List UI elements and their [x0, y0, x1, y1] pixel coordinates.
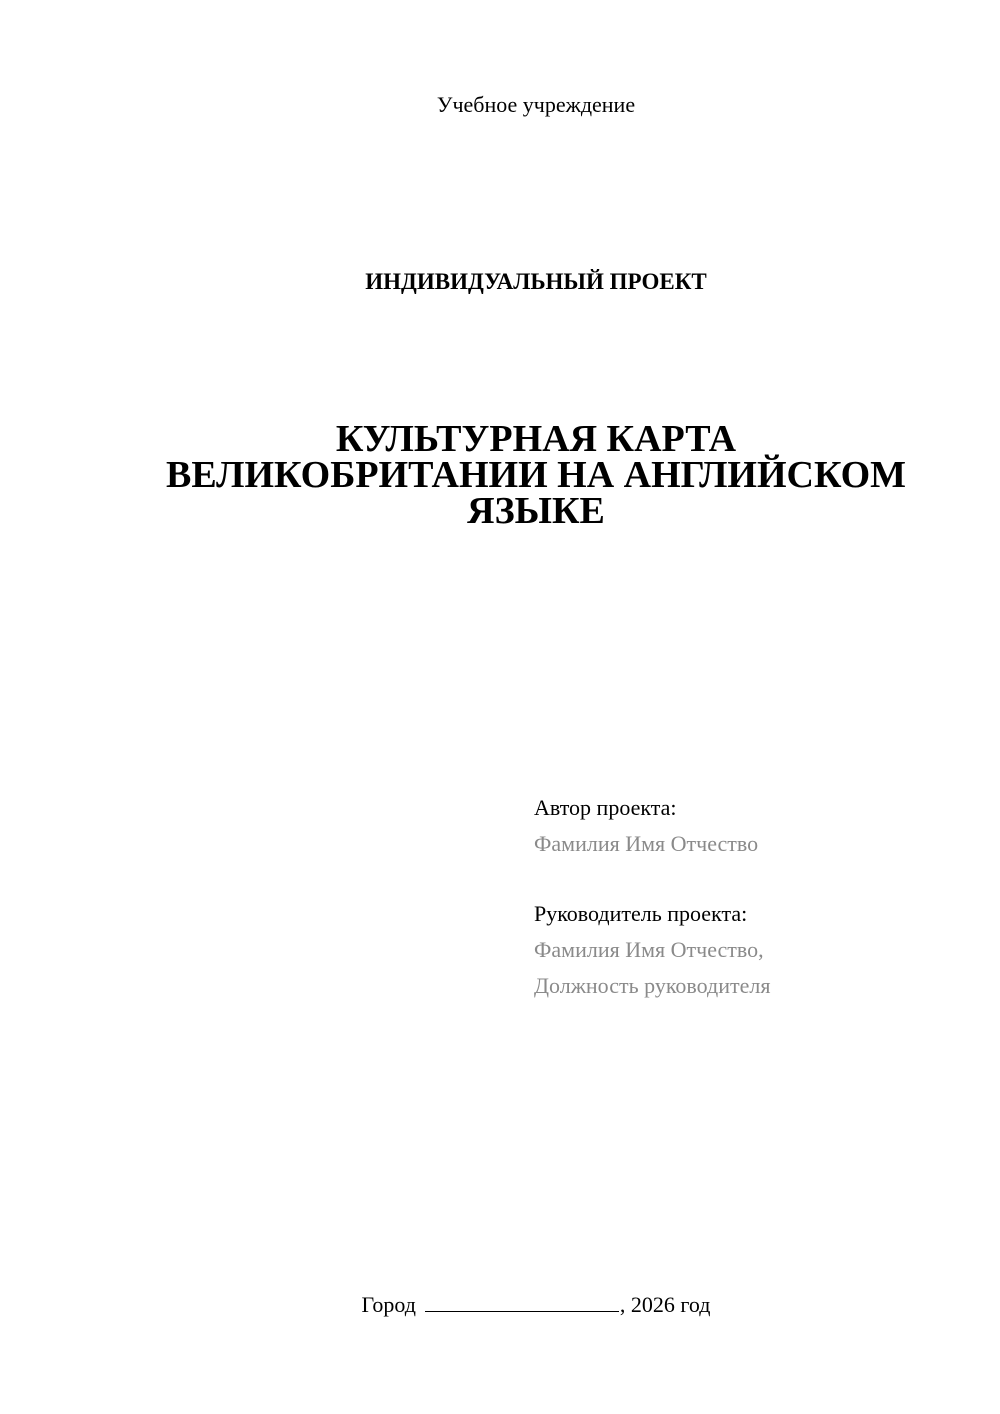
supervisor-position-placeholder: Должность руководителя — [534, 973, 771, 998]
project-type-heading: ИНДИВИДУАЛЬНЫЙ ПРОЕКТ — [365, 269, 707, 294]
year-text: , 2026 год — [619, 1292, 711, 1317]
supervisor-label: Руководитель проекта: — [534, 901, 748, 926]
institution-name: Учебное учреждение — [436, 92, 636, 117]
supervisor-name-placeholder: Фамилия Имя Отчество, — [534, 937, 764, 962]
info-spacer — [534, 862, 974, 896]
project-info-block — [534, 790, 974, 1004]
city-year-line — [0, 1291, 1000, 1318]
project-title-line: ЯЗЫКЕ — [467, 490, 605, 532]
author-name-placeholder: Фамилия Имя Отчество — [534, 831, 759, 856]
author-label: Автор проекта: — [534, 795, 677, 820]
project-title-line: КУЛЬТУРНАЯ КАРТА — [335, 418, 737, 460]
project-title — [120, 418, 952, 532]
project-title-line: ВЕЛИКОБРИТАНИИ НА АНГЛИЙСКОМ — [165, 454, 907, 496]
city-label: Город — [361, 1292, 416, 1317]
city-blank-underline — [425, 1291, 619, 1312]
